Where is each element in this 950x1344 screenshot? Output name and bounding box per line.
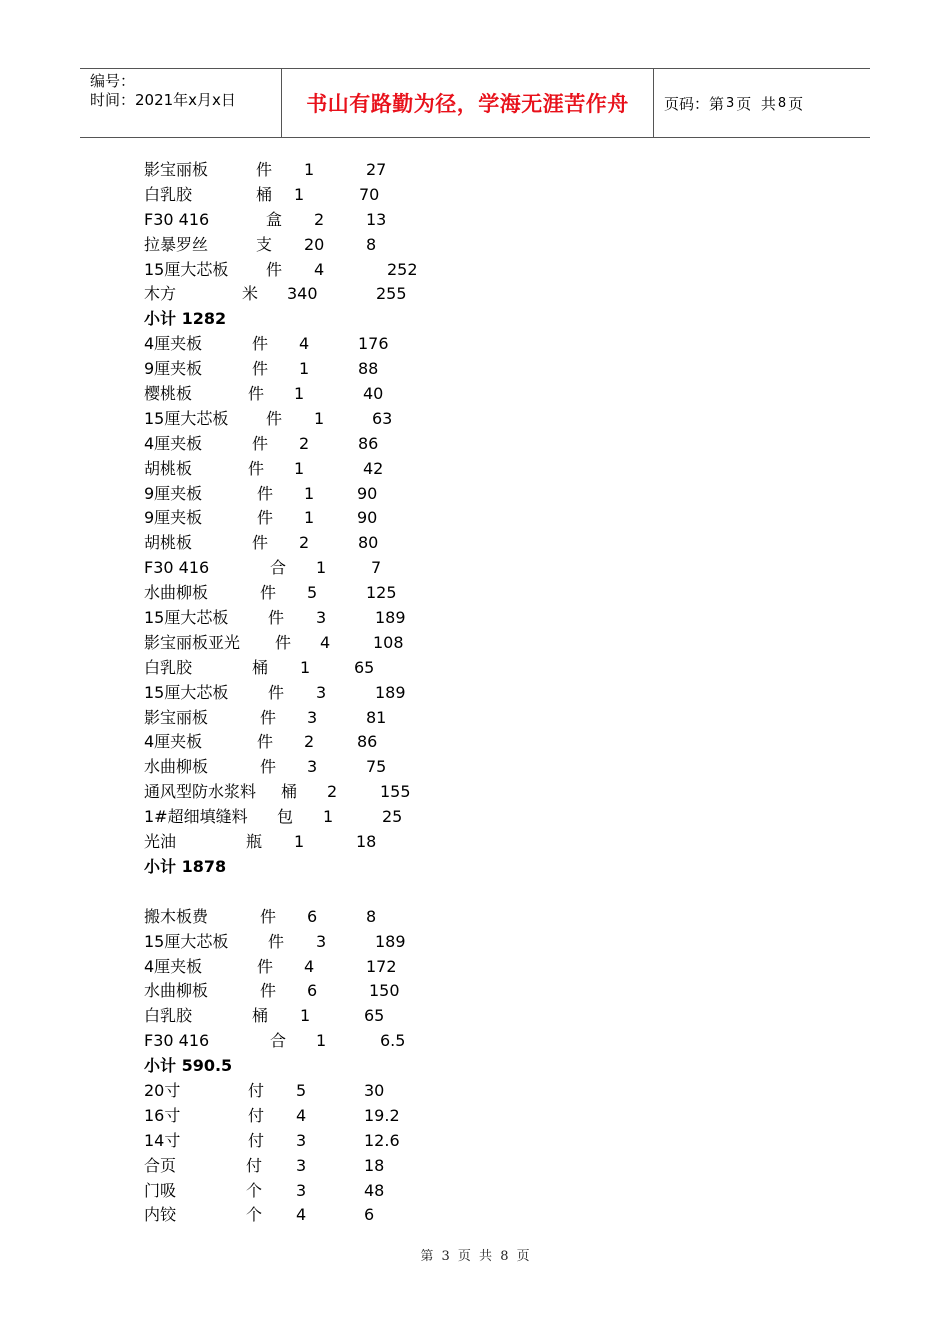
header-motto: 书山有路勤为径，学海无涯苦作舟: [306, 92, 629, 116]
item-amount: 81: [366, 707, 387, 727]
item-unit: 件: [257, 508, 274, 528]
item-amount: 86: [357, 732, 378, 752]
item-amount: 18: [356, 832, 377, 852]
item-quantity: 1: [323, 807, 334, 827]
item-unit: 件: [257, 483, 274, 503]
item-amount: 12.6: [364, 1130, 400, 1150]
item-quantity: 4: [304, 956, 315, 976]
item-name: 拉暴罗丝: [144, 234, 209, 254]
item-unit: 米: [242, 284, 259, 304]
page-total: 8: [777, 95, 787, 111]
item-unit: 个: [246, 1180, 263, 1200]
item-name: 白乳胶: [144, 1006, 193, 1026]
item-name: 水曲柳板: [144, 583, 209, 603]
item-unit: 个: [246, 1205, 263, 1225]
page-footer: 第 3 页 共 8 页: [420, 1249, 530, 1264]
item-unit: 件: [260, 707, 277, 727]
item-name: 通风型防水浆料: [144, 782, 257, 802]
item-unit: 件: [252, 433, 269, 453]
item-amount: 63: [372, 408, 393, 428]
header-motto-cell: [282, 69, 654, 137]
item-unit: 件: [268, 682, 285, 702]
item-amount: 80: [358, 533, 379, 553]
item-quantity: 2: [299, 533, 310, 553]
item-name: 影宝丽板亚光: [144, 632, 241, 652]
item-name: 15厘大芯板: [144, 259, 229, 279]
page-current: 3: [726, 95, 735, 111]
item-name: 胡桃板: [144, 458, 193, 478]
item-name: 影宝丽板: [144, 160, 209, 179]
item-amount: 7: [371, 558, 382, 578]
item-quantity: 3: [296, 1180, 307, 1200]
page-prefix: 页码：第: [664, 94, 725, 113]
item-unit: 桶: [252, 1006, 269, 1026]
item-quantity: 4: [320, 632, 331, 652]
item-amount: 176: [358, 334, 389, 354]
page-mid: 页 共: [736, 94, 776, 113]
item-unit: 盒: [266, 209, 283, 229]
item-quantity: 20: [304, 234, 325, 254]
item-name: 光油: [144, 832, 177, 852]
item-name: 水曲柳板: [144, 757, 209, 777]
item-unit: 件: [248, 384, 265, 404]
item-name: 15厘大芯板: [144, 408, 229, 428]
item-quantity: 4: [299, 334, 310, 354]
item-unit: 件: [266, 259, 283, 279]
item-amount: 19.2: [364, 1105, 400, 1125]
item-amount: 172: [366, 956, 397, 976]
item-quantity: 2: [314, 209, 325, 229]
item-name: 搬木板费: [144, 906, 209, 926]
header-page-info: [654, 69, 870, 137]
item-unit: 包: [277, 807, 294, 827]
item-amount: 6: [364, 1205, 375, 1225]
subtotal-text: 小计 1282: [144, 309, 227, 329]
item-amount: 70: [359, 184, 380, 204]
item-amount: 65: [364, 1006, 385, 1026]
item-name: 15厘大芯板: [144, 608, 229, 628]
item-amount: 108: [373, 632, 404, 652]
item-quantity: 4: [296, 1205, 307, 1225]
item-name: 20寸: [144, 1080, 181, 1100]
item-amount: 155: [380, 782, 411, 802]
subtotal-text: 小计 590.5: [144, 1056, 233, 1076]
item-amount: 90: [357, 508, 378, 528]
item-name: 水曲柳板: [144, 981, 209, 1001]
item-amount: 6.5: [380, 1031, 406, 1051]
item-quantity: 1: [314, 408, 325, 428]
item-quantity: 1: [316, 1031, 327, 1051]
item-name: F30 416: [144, 558, 210, 578]
item-quantity: 4: [296, 1105, 307, 1125]
item-quantity: 3: [316, 682, 327, 702]
item-quantity: 3: [316, 608, 327, 628]
item-quantity: 3: [307, 757, 318, 777]
item-name: 1#超细填缝料: [144, 807, 248, 827]
item-amount: 86: [358, 433, 379, 453]
document-date: 时间：2021年x月x日: [90, 91, 236, 109]
item-amount: 88: [358, 359, 379, 379]
item-amount: 189: [375, 608, 406, 628]
item-quantity: 2: [304, 732, 315, 752]
item-unit: 瓶: [246, 832, 263, 852]
item-unit: 合: [270, 1031, 287, 1051]
item-amount: 8: [366, 906, 377, 926]
item-name: 合页: [144, 1155, 177, 1175]
item-quantity: 1: [294, 184, 305, 204]
item-unit: 件: [252, 334, 269, 354]
item-amount: 25: [382, 807, 403, 827]
item-name: 9厘夹板: [144, 359, 203, 379]
document-number-label: 编号：: [90, 72, 136, 90]
item-name: 影宝丽板: [144, 707, 209, 727]
item-unit: 支: [256, 234, 273, 254]
item-unit: 件: [256, 160, 273, 179]
item-amount: 27: [366, 160, 387, 179]
item-name: 15厘大芯板: [144, 682, 229, 702]
item-quantity: 1: [304, 483, 315, 503]
page-suffix: 页: [788, 94, 804, 113]
item-unit: 件: [248, 458, 265, 478]
item-unit: 件: [260, 583, 277, 603]
item-name: 4厘夹板: [144, 433, 203, 453]
item-unit: 件: [260, 981, 277, 1001]
item-amount: 189: [375, 931, 406, 951]
item-quantity: 340: [287, 284, 318, 304]
item-quantity: 3: [307, 707, 318, 727]
item-unit: 件: [260, 906, 277, 926]
item-unit: 件: [266, 408, 283, 428]
item-quantity: 2: [299, 433, 310, 453]
item-amount: 65: [354, 657, 375, 677]
item-amount: 255: [376, 284, 407, 304]
item-unit: 付: [248, 1105, 265, 1125]
item-unit: 件: [252, 359, 269, 379]
item-amount: 13: [366, 209, 387, 229]
item-name: 15厘大芯板: [144, 931, 229, 951]
item-unit: 件: [257, 956, 274, 976]
item-amount: 189: [375, 682, 406, 702]
item-unit: 件: [268, 931, 285, 951]
item-amount: 18: [364, 1155, 385, 1175]
item-unit: 件: [252, 533, 269, 553]
item-quantity: 5: [296, 1080, 307, 1100]
item-quantity: 1: [304, 160, 315, 179]
item-unit: 件: [260, 757, 277, 777]
item-unit: 桶: [281, 782, 298, 802]
item-quantity: 1: [294, 458, 305, 478]
item-unit: 桶: [256, 184, 273, 204]
header-meta: [80, 69, 282, 137]
item-unit: 合: [270, 558, 287, 578]
item-quantity: 1: [294, 384, 305, 404]
item-quantity: 6: [307, 906, 318, 926]
item-amount: 48: [364, 1180, 385, 1200]
item-quantity: 1: [294, 832, 305, 852]
item-amount: 252: [387, 259, 418, 279]
item-quantity: 3: [296, 1155, 307, 1175]
item-quantity: 2: [327, 782, 338, 802]
item-unit: 付: [246, 1155, 263, 1175]
item-name: 白乳胶: [144, 657, 193, 677]
item-amount: 42: [363, 458, 384, 478]
item-unit: 件: [275, 632, 292, 652]
item-name: 14寸: [144, 1130, 181, 1150]
item-amount: 150: [369, 981, 400, 1001]
item-amount: 125: [366, 583, 397, 603]
item-name: 门吸: [144, 1180, 177, 1200]
item-name: 4厘夹板: [144, 956, 203, 976]
item-quantity: 3: [296, 1130, 307, 1150]
item-quantity: 4: [314, 259, 325, 279]
item-amount: 75: [366, 757, 387, 777]
item-name: 4厘夹板: [144, 334, 203, 354]
item-name: 樱桃板: [144, 384, 193, 404]
item-unit: 件: [257, 732, 274, 752]
item-amount: 8: [366, 234, 377, 254]
item-name: 16寸: [144, 1105, 181, 1125]
item-name: F30 416: [144, 209, 210, 229]
item-quantity: 6: [307, 981, 318, 1001]
item-quantity: 3: [316, 931, 327, 951]
item-name: 内铰: [144, 1205, 177, 1225]
item-unit: 桶: [252, 657, 269, 677]
item-name: 白乳胶: [144, 184, 193, 204]
page-header: [80, 68, 870, 138]
item-quantity: 1: [316, 558, 327, 578]
item-amount: 90: [357, 483, 378, 503]
item-quantity: 1: [300, 657, 311, 677]
item-unit: 件: [268, 608, 285, 628]
item-name: 4厘夹板: [144, 732, 203, 752]
item-quantity: 1: [300, 1006, 311, 1026]
item-quantity: 5: [307, 583, 318, 603]
item-unit: 付: [248, 1080, 265, 1100]
item-name: F30 416: [144, 1031, 210, 1051]
item-name: 胡桃板: [144, 533, 193, 553]
subtotal-text: 小计 1878: [144, 856, 227, 876]
item-name: 9厘夹板: [144, 508, 203, 528]
item-name: 木方: [144, 284, 177, 304]
item-quantity: 1: [299, 359, 310, 379]
item-amount: 30: [364, 1080, 385, 1100]
item-amount: 40: [363, 384, 384, 404]
item-name: 9厘夹板: [144, 483, 203, 503]
item-unit: 付: [248, 1130, 265, 1150]
item-quantity: 1: [304, 508, 315, 528]
